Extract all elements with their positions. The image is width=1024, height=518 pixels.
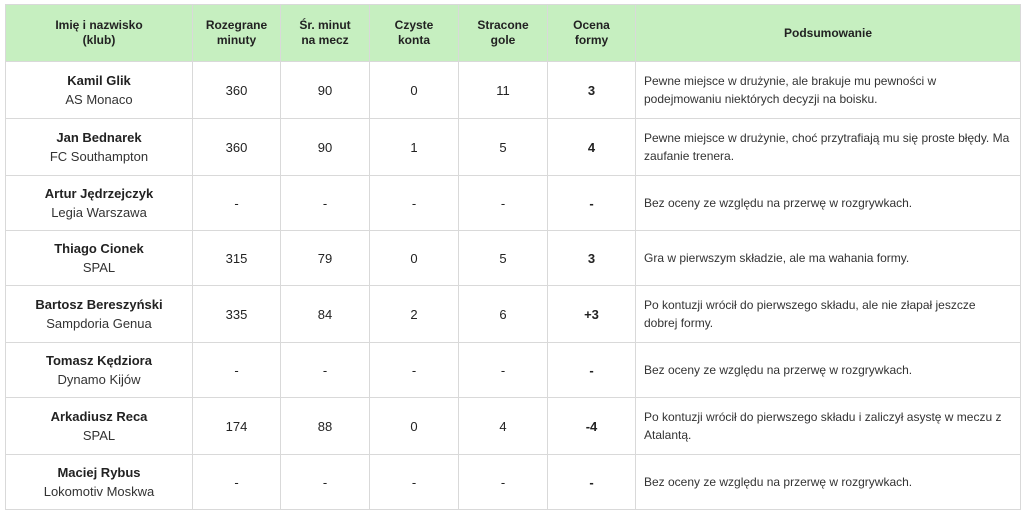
player-club: SPAL [82,260,116,275]
player-name: Tomasz Kędziora [46,353,152,368]
clean-sheets-cell: 0 [370,231,459,286]
form-rating-cell: -4 [548,398,636,455]
avg-minutes-cell: - [281,343,370,398]
header-clean-sheets: Czyste konta [370,5,459,62]
minutes-cell: - [193,343,281,398]
avg-minutes-cell: 88 [281,398,370,455]
goals-conceded-cell: 6 [459,286,548,343]
table-row [6,455,1021,510]
player-cell [6,398,193,455]
form-rating-cell: - [548,455,636,510]
player-club: Lokomotiv Moskwa [43,484,155,499]
player-name: Artur Jędrzejczyk [44,186,154,201]
player-cell [6,343,193,398]
minutes-cell: 315 [193,231,281,286]
avg-minutes-cell: - [281,455,370,510]
goals-conceded-cell: - [459,455,548,510]
player-cell [6,455,193,510]
table-row [6,119,1021,176]
table-row [6,231,1021,286]
summary-cell: Gra w pierwszym składzie, ale ma wahania formy. [636,231,1021,286]
table-row [6,286,1021,343]
player-cell [6,286,193,343]
player-club: SPAL [82,428,116,443]
goals-conceded-cell: 11 [459,62,548,119]
player-club: Legia Warszawa [51,205,147,220]
summary-cell: Bez oceny ze względu na przerwę w rozgrywkach. [636,455,1021,510]
summary-cell: Pewne miejsce w drużynie, choć przytrafiają mu się proste błędy. Ma zaufanie trenera. [636,119,1021,176]
clean-sheets-cell: 2 [370,286,459,343]
table-row [6,398,1021,455]
form-rating-cell: 3 [548,231,636,286]
table-body [6,62,1021,510]
table-row [6,176,1021,231]
goals-conceded-cell: - [459,343,548,398]
player-name: Kamil Glik [67,73,131,88]
player-name: Jan Bednarek [56,130,142,145]
form-rating-cell: +3 [548,286,636,343]
player-ratings-table-container [5,4,1021,510]
goals-conceded-cell: 4 [459,398,548,455]
avg-minutes-cell: 79 [281,231,370,286]
form-rating-cell: - [548,176,636,231]
minutes-cell: - [193,176,281,231]
form-rating-cell: 4 [548,119,636,176]
minutes-cell: - [193,455,281,510]
player-cell [6,176,193,231]
clean-sheets-cell: 0 [370,62,459,119]
clean-sheets-cell: 0 [370,398,459,455]
form-rating-cell: 3 [548,62,636,119]
player-cell [6,119,193,176]
header-minutes: Rozegrane minuty [193,5,281,62]
summary-cell: Pewne miejsce w drużynie, ale brakuje mu pewności w podejmowaniu niektórych decyzji na boisku. [636,62,1021,119]
header-summary: Podsumowanie [636,5,1021,62]
clean-sheets-cell: - [370,176,459,231]
header-row [6,5,1021,62]
goals-conceded-cell: 5 [459,119,548,176]
player-name: Maciej Rybus [57,465,141,480]
avg-minutes-cell: 84 [281,286,370,343]
table-row [6,343,1021,398]
clean-sheets-cell: - [370,343,459,398]
goals-conceded-cell: - [459,176,548,231]
player-club: FC Southampton [49,149,149,164]
player-club: Dynamo Kijów [57,372,141,387]
clean-sheets-cell: - [370,455,459,510]
player-club: AS Monaco [65,92,133,107]
player-club: Sampdoria Genua [46,316,152,331]
summary-cell: Bez oceny ze względu na przerwę w rozgrywkach. [636,343,1021,398]
summary-cell: Bez oceny ze względu na przerwę w rozgrywkach. [636,176,1021,231]
player-cell [6,62,193,119]
header-avg-minutes: Śr. minut na mecz [281,5,370,62]
summary-cell: Po kontuzji wrócił do pierwszego składu, ale nie złapał jeszcze dobrej formy. [636,286,1021,343]
avg-minutes-cell: - [281,176,370,231]
avg-minutes-cell: 90 [281,62,370,119]
header-goals-conceded: Stracone gole [459,5,548,62]
summary-cell: Po kontuzji wrócił do pierwszego składu i zaliczył asystę w meczu z Atalantą. [636,398,1021,455]
header-form-rating: Ocena formy [548,5,636,62]
clean-sheets-cell: 1 [370,119,459,176]
form-rating-cell: - [548,343,636,398]
minutes-cell: 360 [193,119,281,176]
player-name: Arkadiusz Reca [50,409,148,424]
table-row [6,62,1021,119]
header-player: Imię i nazwisko (klub) [6,5,193,62]
minutes-cell: 360 [193,62,281,119]
player-name: Bartosz Bereszyński [35,297,163,312]
goals-conceded-cell: 5 [459,231,548,286]
player-name: Thiago Cionek [54,241,144,256]
minutes-cell: 335 [193,286,281,343]
player-cell [6,231,193,286]
minutes-cell: 174 [193,398,281,455]
avg-minutes-cell: 90 [281,119,370,176]
player-ratings-table [5,4,1021,510]
